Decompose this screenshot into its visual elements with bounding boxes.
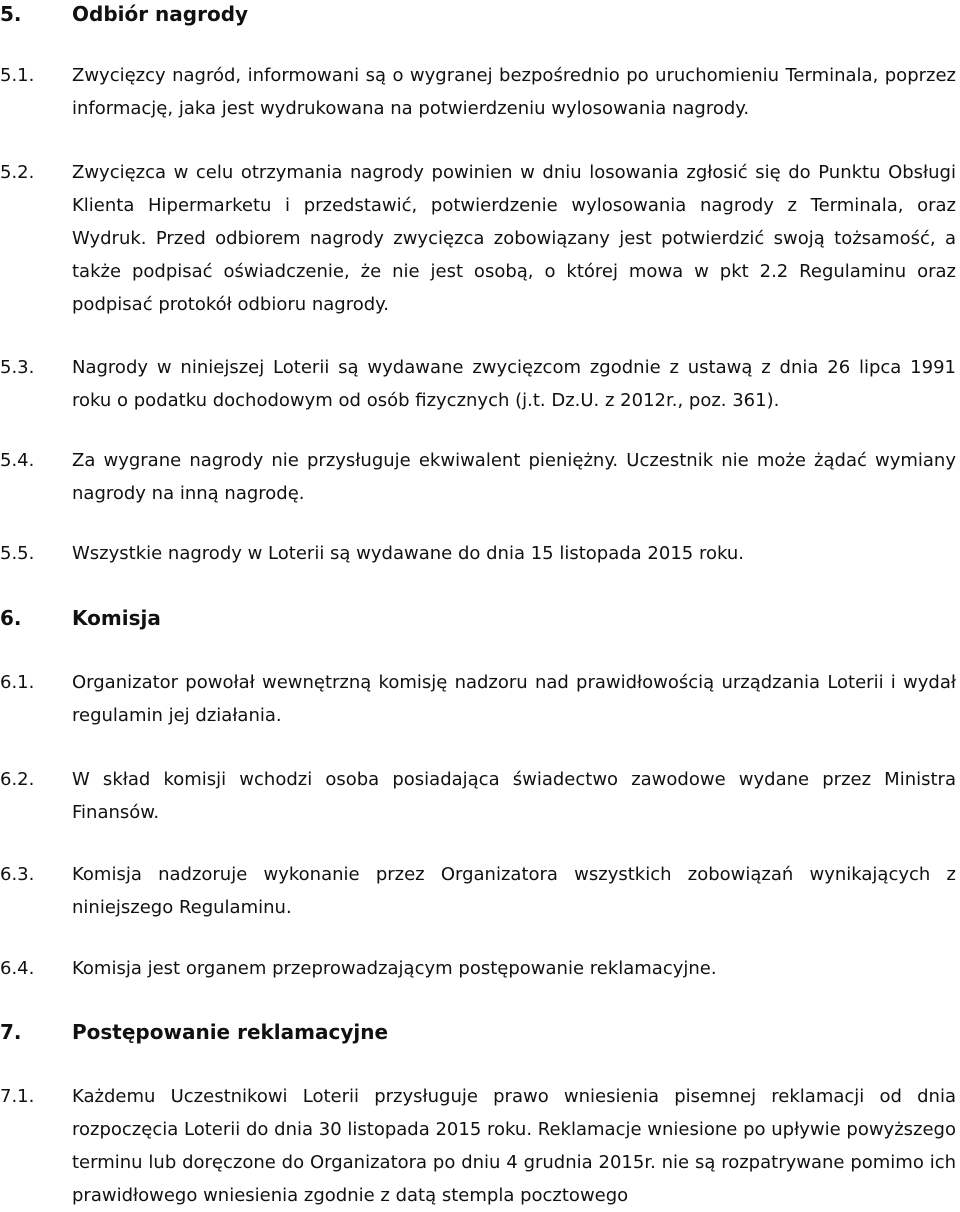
section-number: 6.	[0, 606, 22, 630]
section-title: Odbiór nagrody	[72, 2, 249, 26]
paragraph-number: 6.1.	[0, 672, 35, 693]
paragraph-text: W skład komisji wchodzi osoba posiadająca świadectwo zawodowe wydane przez Ministra Finansów.	[72, 769, 956, 823]
paragraph-number: 5.5.	[0, 543, 35, 564]
paragraph-number: 6.2.	[0, 769, 35, 790]
paragraph-text: Za wygrane nagrody nie przysługuje ekwiwalent pieniężny. Uczestnik nie może żądać wymiany nagrody na inną nagrodę.	[72, 450, 956, 504]
section-title: Komisja	[72, 606, 161, 630]
paragraph-text: Zwycięzca w celu otrzymania nagrody powinien w dniu losowania zgłosić się do Punktu Obsługi Klienta Hipermarketu i przedstawić, potwierdzenie wylosowania nagrody z Terminala, oraz Wydruk. Przed odbiorem nagrody zwycięzca zobowiązany jest potwierdzić swoją tożsamość, a także podpisać oświadczenie, że nie jest osobą, o której mowa w pkt 2.2 Regulaminu oraz podpisać protokół odbioru nagrody.	[72, 162, 956, 315]
section-title: Postępowanie reklamacyjne	[72, 1020, 389, 1044]
paragraph-text: Nagrody w niniejszej Loterii są wydawane zwycięzcom zgodnie z ustawą z dnia 26 lipca 1991 roku o podatku dochodowym od osób fizycznych (j.t. Dz.U. z 2012r., poz. 361).	[72, 357, 956, 411]
paragraph-number: 7.1.	[0, 1086, 35, 1107]
section-number: 7.	[0, 1020, 22, 1044]
paragraph-text: Komisja nadzoruje wykonanie przez Organizatora wszystkich zobowiązań wynikających z niniejszego Regulaminu.	[72, 864, 956, 918]
paragraph-text: Wszystkie nagrody w Loterii są wydawane do dnia 15 listopada 2015 roku.	[72, 543, 744, 564]
paragraph-number: 6.4.	[0, 958, 35, 979]
paragraph-text: Każdemu Uczestnikowi Loterii przysługuje prawo wniesienia pisemnej reklamacji od dnia rozpoczęcia Loterii do dnia 30 listopada 2015 roku. Reklamacje wniesione po upływie powyższego terminu lub doręczone do Organizatora po dniu 4 grudnia 2015r. nie są rozpatrywane pomimo ich prawidłowego wniesienia zgodnie z datą stempla pocztowego	[72, 1086, 956, 1206]
paragraph-text: Organizator powołał wewnętrzną komisję nadzoru nad prawidłowością urządzania Loterii i wydał regulamin jej działania.	[72, 672, 956, 726]
paragraph-number: 5.3.	[0, 357, 35, 378]
paragraph-number: 5.4.	[0, 450, 35, 471]
paragraph-text: Komisja jest organem przeprowadzającym postępowanie reklamacyjne.	[72, 958, 717, 979]
paragraph-number: 5.1.	[0, 65, 35, 86]
paragraph-text: Zwycięzcy nagród, informowani są o wygranej bezpośrednio po uruchomieniu Terminala, poprzez informację, jaka jest wydrukowana na potwierdzeniu wylosowania nagrody.	[72, 65, 956, 119]
paragraph-number: 5.2.	[0, 162, 35, 183]
paragraph-number: 6.3.	[0, 864, 35, 885]
section-number: 5.	[0, 2, 22, 26]
